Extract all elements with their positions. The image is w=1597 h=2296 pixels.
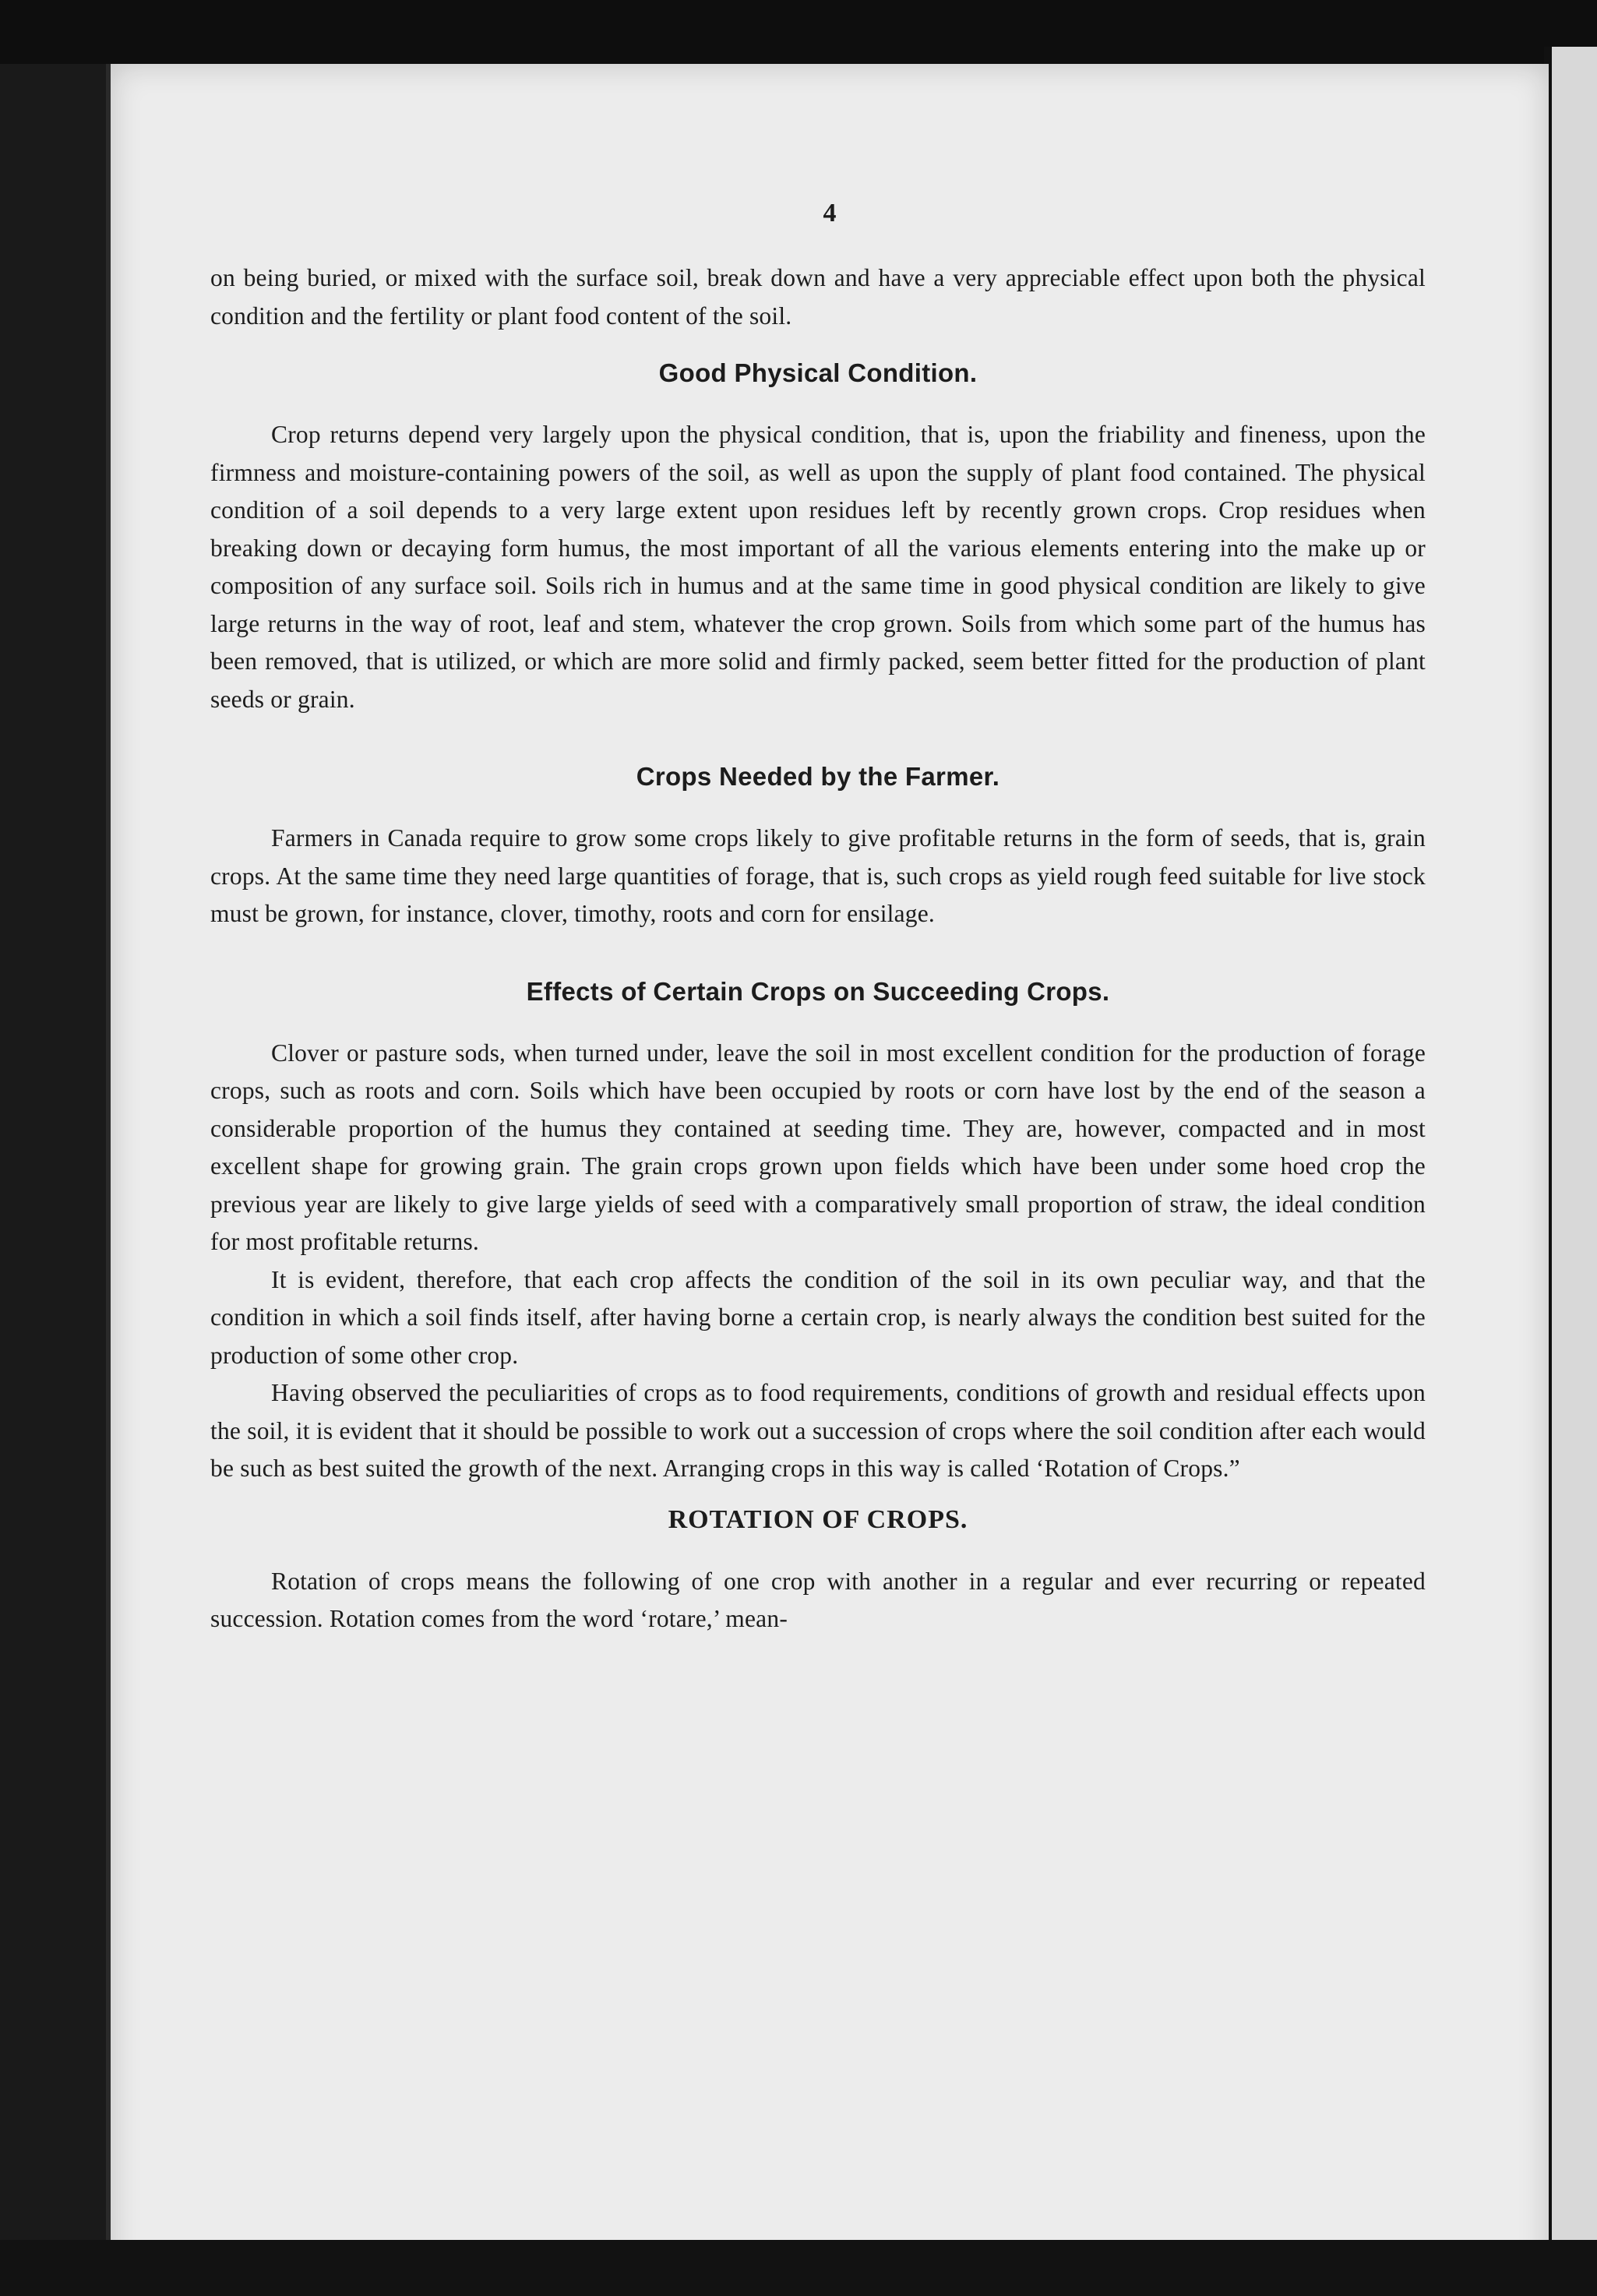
paragraph-effects-2: It is evident, therefore, that each crop affects the condition of the soil in its own peculiar way, and that the condition in which a soil finds itself, after having borne a certain crop, is nearly always the condition best suited for the production of some other crop.: [210, 1265, 1426, 1369]
paragraph-rotation: Rotation of crops means the following of one crop with another in a regular and ever recurring or repeated succession. Rotation comes from the word ‘rotare,’ mean-: [210, 1567, 1426, 1632]
scan-top-border: [0, 0, 1597, 64]
scan-bottom-border: [0, 2240, 1597, 2296]
paragraph-effects-1: Clover or pasture sods, when turned under, leave the soil in most excellent condition for the production of forage crops, such as roots and corn. Soils which have been occupied by roots or corn have lost by the end of the season a considerable proportion of the humus they contained at seeding time. They are, however, compacted and in most excellent shape for growing grain. The grain crops grown upon fields which have been under some hoed crop the previous year are likely to give large yields of seed with a comparatively small proportion of straw, the ideal condition for most profitable returns.: [210, 1039, 1426, 1255]
heading-good-physical-condition: Good Physical Condition.: [658, 358, 978, 387]
page-number: 4: [823, 199, 837, 227]
paragraph-effects-3: Having observed the peculiarities of crops as to food requirements, conditions of growth and residual effects upon the soil, it is evident that it should be possible to work out a succession of crops where the soil condition after each would be such as best suited the growth of the next. Arranging crops in this way is called ‘Rotation of Crops.”: [210, 1379, 1426, 1482]
intro-paragraph: on being buried, or mixed with the surface soil, break down and have a very appreciable effect upon both the physical condition and the fertility or plant food content of the soil.: [210, 264, 1426, 330]
scan-right-edge: [1544, 47, 1597, 2296]
heading-crops-needed: Crops Needed by the Farmer.: [636, 762, 1000, 791]
paragraph-physical-condition: Crop returns depend very largely upon the physical condition, that is, upon the friability and fineness, upon the firmness and moisture-containing powers of the soil, as well as upon the supply of plant food contained. The physical condition of a soil depends to a very large extent upon residues left by recently grown crops. Crop residues when breaking down or decaying form humus, the most important of all the various elements entering into the make up or composition of any surface soil. Soils rich in humus and at the same time in good physical condition are likely to give large returns in the way of root, leaf and stem, whatever the crop grown. Soils from which some part of the humus has been removed, that is utilized, or which are more solid and firmly packed, seem better fitted for the production of plant seeds or grain.: [210, 421, 1426, 713]
heading-effects-of-crops: Effects of Certain Crops on Succeeding Crops.: [526, 976, 1110, 1006]
page-content: [210, 199, 1426, 1638]
paragraph-crops-needed: Farmers in Canada require to grow some crops likely to give profitable returns in the form of seeds, that is, grain crops. At the same time they need large quantities of forage, that is, such crops as yield rough feed suitable for live stock must be grown, for instance, clover, timothy, roots and corn for ensilage.: [210, 824, 1426, 927]
heading-rotation-of-crops: ROTATION OF CROPS.: [668, 1504, 968, 1534]
